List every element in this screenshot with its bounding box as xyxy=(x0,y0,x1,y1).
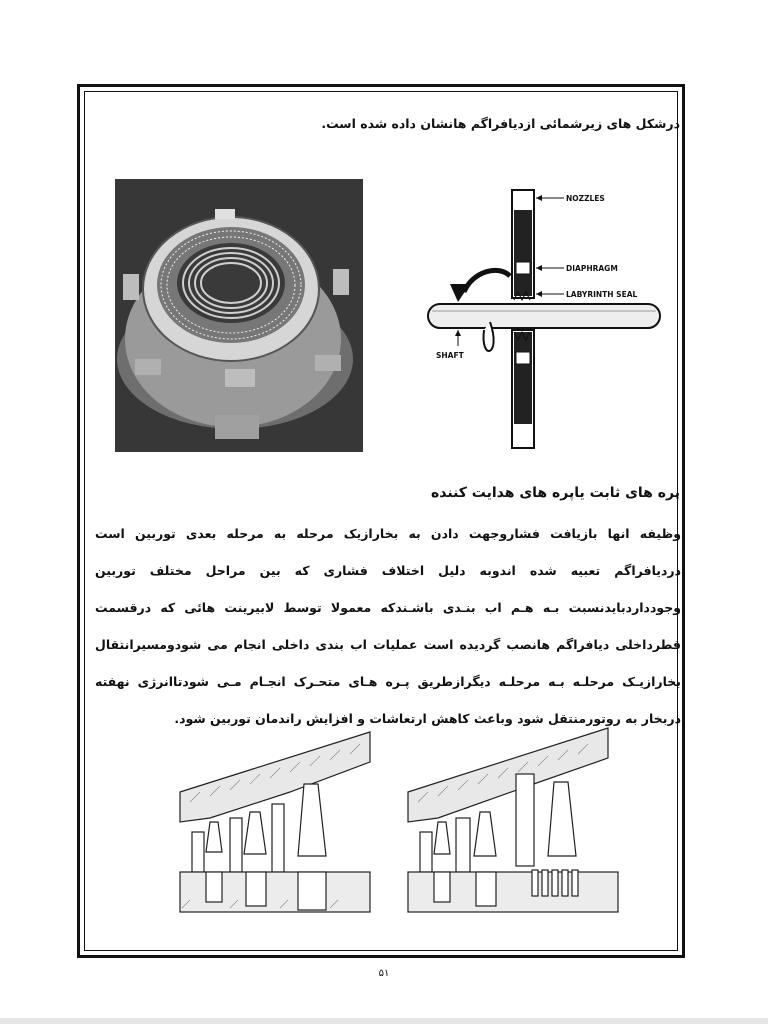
label-labyrinth-seal: LABYRINTH SEAL xyxy=(566,290,638,299)
label-diaphragm: DIAPHRAGM xyxy=(566,264,618,273)
label-nozzles: NOZZLES xyxy=(566,194,605,203)
blade-drawing-left xyxy=(180,732,370,912)
page-number: ۵۱ xyxy=(378,968,390,979)
intro-text: درشکل های زیرشمائی ازدیافراگم هانشان داده شده است. xyxy=(321,116,680,131)
body-paragraph: وظیفه انها بازیافت فشاروجهت دادن به بخارازیک مرحله به مرحله بعدی توربین است دردیافراگم تعبیه شده اندوبه دلیل اختلاف فشاری که بین مراحل مختلف توربین وجودداردبایدنسبت بـه هـم اب بنـدی باشـندکه معمولا توسط لابیرینت هائی که درقسمت قطرداخلی دیافراگم هانصب گردیده است عملیات اب بندی داخلی انجام می شودومسیرانتقال بخارازیـک مرحلـه بـه مرحلـه دیگرازطریق پـره هـای متحـرک انجـام مـی شودتاانرژی نهفته دربخار به روتورمنتقل شود وباعث کاهش ارتعاشات و افزایش راندمان توربین شود. xyxy=(95,526,681,726)
blade-cross-section-drawings xyxy=(170,722,630,922)
bottom-bar xyxy=(0,1018,768,1024)
label-shaft: SHAFT xyxy=(436,351,464,360)
diaphragm-photo xyxy=(115,179,363,452)
section-heading: پره های ثابت یاپره های هدایت کننده xyxy=(431,485,680,501)
diaphragm-schematic xyxy=(410,180,670,455)
blade-drawing-right xyxy=(408,728,618,912)
